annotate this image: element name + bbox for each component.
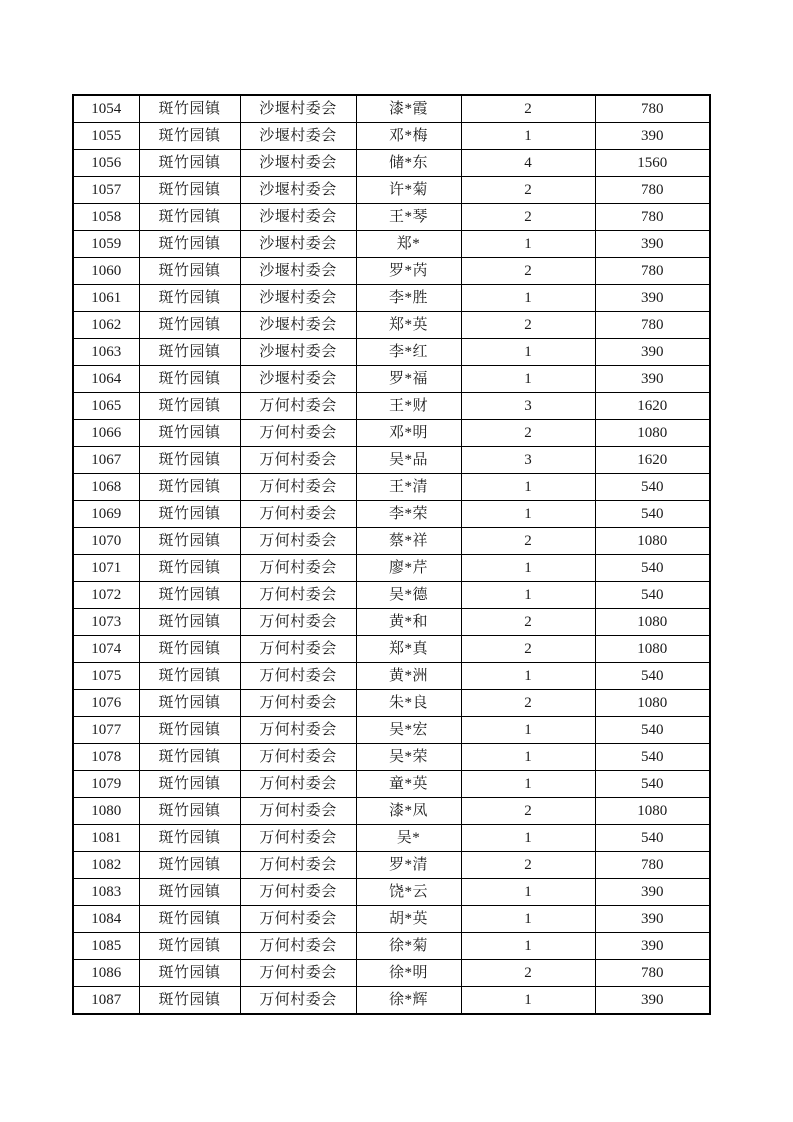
cell-village: 万何村委会 — [240, 447, 356, 474]
cell-serial: 1076 — [73, 690, 139, 717]
cell-serial: 1056 — [73, 150, 139, 177]
cell-serial: 1070 — [73, 528, 139, 555]
cell-serial: 1067 — [73, 447, 139, 474]
cell-amount: 390 — [595, 906, 710, 933]
cell-town: 斑竹园镇 — [139, 663, 240, 690]
cell-name: 储*东 — [356, 150, 461, 177]
cell-village: 万何村委会 — [240, 852, 356, 879]
cell-village: 沙堰村委会 — [240, 285, 356, 312]
cell-town: 斑竹园镇 — [139, 771, 240, 798]
cell-amount: 1080 — [595, 609, 710, 636]
cell-serial: 1072 — [73, 582, 139, 609]
cell-amount: 780 — [595, 177, 710, 204]
cell-village: 万何村委会 — [240, 717, 356, 744]
cell-name: 邓*明 — [356, 420, 461, 447]
cell-town: 斑竹园镇 — [139, 177, 240, 204]
cell-serial: 1082 — [73, 852, 139, 879]
cell-count: 1 — [461, 825, 595, 852]
table-row — [73, 798, 710, 825]
cell-name: 李*胜 — [356, 285, 461, 312]
cell-town: 斑竹园镇 — [139, 744, 240, 771]
cell-village: 沙堰村委会 — [240, 123, 356, 150]
table-row — [73, 717, 710, 744]
cell-village: 沙堰村委会 — [240, 339, 356, 366]
cell-town: 斑竹园镇 — [139, 339, 240, 366]
cell-village: 万何村委会 — [240, 771, 356, 798]
cell-amount: 540 — [595, 717, 710, 744]
cell-town: 斑竹园镇 — [139, 366, 240, 393]
cell-count: 2 — [461, 177, 595, 204]
table-row — [73, 609, 710, 636]
cell-name: 黄*和 — [356, 609, 461, 636]
cell-town: 斑竹园镇 — [139, 717, 240, 744]
cell-count: 3 — [461, 393, 595, 420]
cell-village: 万何村委会 — [240, 825, 356, 852]
cell-village: 万何村委会 — [240, 501, 356, 528]
cell-count: 1 — [461, 879, 595, 906]
cell-count: 1 — [461, 906, 595, 933]
cell-amount: 390 — [595, 231, 710, 258]
cell-town: 斑竹园镇 — [139, 582, 240, 609]
cell-village: 万何村委会 — [240, 933, 356, 960]
table-row — [73, 177, 710, 204]
cell-village: 沙堰村委会 — [240, 258, 356, 285]
cell-amount: 780 — [595, 852, 710, 879]
cell-serial: 1078 — [73, 744, 139, 771]
cell-amount: 540 — [595, 501, 710, 528]
cell-amount: 540 — [595, 663, 710, 690]
cell-amount: 1560 — [595, 150, 710, 177]
cell-serial: 1066 — [73, 420, 139, 447]
cell-name: 郑*英 — [356, 312, 461, 339]
cell-serial: 1085 — [73, 933, 139, 960]
cell-town: 斑竹园镇 — [139, 960, 240, 987]
cell-name: 徐*菊 — [356, 933, 461, 960]
cell-serial: 1062 — [73, 312, 139, 339]
cell-amount: 1080 — [595, 636, 710, 663]
table-row — [73, 285, 710, 312]
table-row — [73, 636, 710, 663]
cell-name: 饶*云 — [356, 879, 461, 906]
cell-town: 斑竹园镇 — [139, 798, 240, 825]
cell-serial: 1058 — [73, 204, 139, 231]
cell-count: 2 — [461, 312, 595, 339]
cell-town: 斑竹园镇 — [139, 204, 240, 231]
cell-village: 沙堰村委会 — [240, 95, 356, 123]
cell-town: 斑竹园镇 — [139, 447, 240, 474]
cell-count: 1 — [461, 231, 595, 258]
table-row — [73, 960, 710, 987]
cell-serial: 1081 — [73, 825, 139, 852]
cell-amount: 780 — [595, 312, 710, 339]
cell-serial: 1065 — [73, 393, 139, 420]
table-row — [73, 312, 710, 339]
table-body — [73, 95, 710, 1014]
cell-serial: 1069 — [73, 501, 139, 528]
cell-amount: 1080 — [595, 690, 710, 717]
cell-count: 1 — [461, 366, 595, 393]
cell-name: 吴*宏 — [356, 717, 461, 744]
cell-serial: 1061 — [73, 285, 139, 312]
cell-town: 斑竹园镇 — [139, 609, 240, 636]
cell-serial: 1068 — [73, 474, 139, 501]
cell-amount: 540 — [595, 825, 710, 852]
cell-name: 罗*芮 — [356, 258, 461, 285]
table-row — [73, 366, 710, 393]
cell-town: 斑竹园镇 — [139, 95, 240, 123]
cell-amount: 1080 — [595, 528, 710, 555]
cell-town: 斑竹园镇 — [139, 987, 240, 1015]
cell-count: 1 — [461, 744, 595, 771]
cell-town: 斑竹园镇 — [139, 123, 240, 150]
cell-serial: 1084 — [73, 906, 139, 933]
cell-amount: 390 — [595, 987, 710, 1015]
cell-count: 2 — [461, 204, 595, 231]
cell-name: 徐*辉 — [356, 987, 461, 1015]
cell-amount: 540 — [595, 555, 710, 582]
cell-count: 3 — [461, 447, 595, 474]
cell-amount: 1620 — [595, 447, 710, 474]
cell-amount: 390 — [595, 123, 710, 150]
cell-count: 1 — [461, 285, 595, 312]
cell-name: 童*英 — [356, 771, 461, 798]
table-row — [73, 744, 710, 771]
table-row — [73, 258, 710, 285]
cell-amount: 780 — [595, 95, 710, 123]
cell-count: 2 — [461, 636, 595, 663]
cell-town: 斑竹园镇 — [139, 474, 240, 501]
cell-serial: 1083 — [73, 879, 139, 906]
table-row — [73, 663, 710, 690]
payment-table — [72, 94, 711, 1015]
cell-town: 斑竹园镇 — [139, 825, 240, 852]
cell-name: 邓*梅 — [356, 123, 461, 150]
cell-amount: 390 — [595, 285, 710, 312]
cell-count: 2 — [461, 420, 595, 447]
cell-village: 万何村委会 — [240, 528, 356, 555]
table-row — [73, 906, 710, 933]
cell-town: 斑竹园镇 — [139, 258, 240, 285]
cell-serial: 1080 — [73, 798, 139, 825]
cell-name: 王*琴 — [356, 204, 461, 231]
cell-serial: 1064 — [73, 366, 139, 393]
cell-village: 沙堰村委会 — [240, 312, 356, 339]
cell-count: 1 — [461, 717, 595, 744]
cell-town: 斑竹园镇 — [139, 852, 240, 879]
table-row — [73, 501, 710, 528]
cell-town: 斑竹园镇 — [139, 690, 240, 717]
table-row — [73, 528, 710, 555]
cell-village: 万何村委会 — [240, 420, 356, 447]
cell-serial: 1055 — [73, 123, 139, 150]
cell-name: 李*荣 — [356, 501, 461, 528]
cell-serial: 1063 — [73, 339, 139, 366]
cell-town: 斑竹园镇 — [139, 420, 240, 447]
cell-amount: 780 — [595, 258, 710, 285]
cell-count: 2 — [461, 690, 595, 717]
cell-count: 2 — [461, 852, 595, 879]
table-row — [73, 987, 710, 1015]
cell-name: 李*红 — [356, 339, 461, 366]
cell-amount: 1080 — [595, 420, 710, 447]
cell-town: 斑竹园镇 — [139, 393, 240, 420]
cell-name: 吴*荣 — [356, 744, 461, 771]
cell-town: 斑竹园镇 — [139, 231, 240, 258]
cell-amount: 1620 — [595, 393, 710, 420]
cell-name: 王*财 — [356, 393, 461, 420]
cell-count: 1 — [461, 771, 595, 798]
cell-name: 吴*品 — [356, 447, 461, 474]
table-row — [73, 933, 710, 960]
cell-village: 沙堰村委会 — [240, 366, 356, 393]
cell-name: 吴*德 — [356, 582, 461, 609]
cell-name: 吴* — [356, 825, 461, 852]
table-row — [73, 555, 710, 582]
cell-town: 斑竹园镇 — [139, 906, 240, 933]
cell-village: 万何村委会 — [240, 393, 356, 420]
cell-serial: 1054 — [73, 95, 139, 123]
cell-town: 斑竹园镇 — [139, 501, 240, 528]
table-row — [73, 150, 710, 177]
table-row — [73, 825, 710, 852]
cell-count: 2 — [461, 528, 595, 555]
cell-town: 斑竹园镇 — [139, 285, 240, 312]
cell-name: 黄*洲 — [356, 663, 461, 690]
cell-name: 罗*福 — [356, 366, 461, 393]
table-row — [73, 771, 710, 798]
cell-village: 万何村委会 — [240, 879, 356, 906]
cell-village: 万何村委会 — [240, 663, 356, 690]
table-row — [73, 231, 710, 258]
table-row — [73, 393, 710, 420]
table-row — [73, 582, 710, 609]
cell-amount: 540 — [595, 771, 710, 798]
cell-name: 廖*芹 — [356, 555, 461, 582]
table-row — [73, 690, 710, 717]
cell-amount: 540 — [595, 474, 710, 501]
cell-town: 斑竹园镇 — [139, 312, 240, 339]
cell-serial: 1073 — [73, 609, 139, 636]
cell-count: 1 — [461, 987, 595, 1015]
cell-village: 沙堰村委会 — [240, 177, 356, 204]
cell-village: 万何村委会 — [240, 555, 356, 582]
table-row — [73, 474, 710, 501]
cell-village: 沙堰村委会 — [240, 150, 356, 177]
cell-count: 1 — [461, 933, 595, 960]
cell-serial: 1086 — [73, 960, 139, 987]
cell-count: 1 — [461, 339, 595, 366]
cell-name: 朱*良 — [356, 690, 461, 717]
cell-amount: 390 — [595, 879, 710, 906]
cell-name: 罗*清 — [356, 852, 461, 879]
cell-village: 万何村委会 — [240, 744, 356, 771]
cell-count: 4 — [461, 150, 595, 177]
cell-town: 斑竹园镇 — [139, 528, 240, 555]
cell-count: 2 — [461, 609, 595, 636]
cell-count: 1 — [461, 582, 595, 609]
cell-town: 斑竹园镇 — [139, 555, 240, 582]
cell-serial: 1079 — [73, 771, 139, 798]
cell-name: 胡*英 — [356, 906, 461, 933]
cell-village: 万何村委会 — [240, 798, 356, 825]
cell-amount: 540 — [595, 582, 710, 609]
cell-amount: 540 — [595, 744, 710, 771]
cell-serial: 1074 — [73, 636, 139, 663]
table-row — [73, 420, 710, 447]
cell-serial: 1075 — [73, 663, 139, 690]
cell-village: 沙堰村委会 — [240, 204, 356, 231]
cell-village: 万何村委会 — [240, 960, 356, 987]
cell-town: 斑竹园镇 — [139, 933, 240, 960]
cell-village: 万何村委会 — [240, 474, 356, 501]
cell-count: 1 — [461, 123, 595, 150]
table-row — [73, 123, 710, 150]
cell-amount: 390 — [595, 933, 710, 960]
cell-amount: 780 — [595, 960, 710, 987]
cell-village: 万何村委会 — [240, 987, 356, 1015]
cell-village: 万何村委会 — [240, 582, 356, 609]
cell-village: 万何村委会 — [240, 690, 356, 717]
cell-serial: 1060 — [73, 258, 139, 285]
cell-name: 许*菊 — [356, 177, 461, 204]
cell-count: 1 — [461, 555, 595, 582]
cell-count: 2 — [461, 798, 595, 825]
table-row — [73, 204, 710, 231]
table-row — [73, 339, 710, 366]
cell-serial: 1057 — [73, 177, 139, 204]
cell-serial: 1071 — [73, 555, 139, 582]
cell-serial: 1059 — [73, 231, 139, 258]
cell-count: 2 — [461, 960, 595, 987]
cell-village: 万何村委会 — [240, 609, 356, 636]
cell-name: 漆*霞 — [356, 95, 461, 123]
cell-name: 蔡*祥 — [356, 528, 461, 555]
cell-count: 1 — [461, 474, 595, 501]
cell-count: 2 — [461, 95, 595, 123]
cell-name: 郑* — [356, 231, 461, 258]
cell-town: 斑竹园镇 — [139, 879, 240, 906]
cell-name: 郑*真 — [356, 636, 461, 663]
table-row — [73, 95, 710, 123]
cell-town: 斑竹园镇 — [139, 150, 240, 177]
cell-serial: 1087 — [73, 987, 139, 1015]
cell-name: 徐*明 — [356, 960, 461, 987]
cell-town: 斑竹园镇 — [139, 636, 240, 663]
cell-amount: 390 — [595, 339, 710, 366]
cell-village: 万何村委会 — [240, 906, 356, 933]
cell-amount: 1080 — [595, 798, 710, 825]
table-row — [73, 447, 710, 474]
cell-name: 漆*凤 — [356, 798, 461, 825]
table-row — [73, 879, 710, 906]
cell-amount: 780 — [595, 204, 710, 231]
cell-name: 王*清 — [356, 474, 461, 501]
cell-count: 1 — [461, 501, 595, 528]
cell-serial: 1077 — [73, 717, 139, 744]
cell-village: 沙堰村委会 — [240, 231, 356, 258]
cell-count: 2 — [461, 258, 595, 285]
cell-village: 万何村委会 — [240, 636, 356, 663]
cell-amount: 390 — [595, 366, 710, 393]
table-row — [73, 852, 710, 879]
cell-count: 1 — [461, 663, 595, 690]
